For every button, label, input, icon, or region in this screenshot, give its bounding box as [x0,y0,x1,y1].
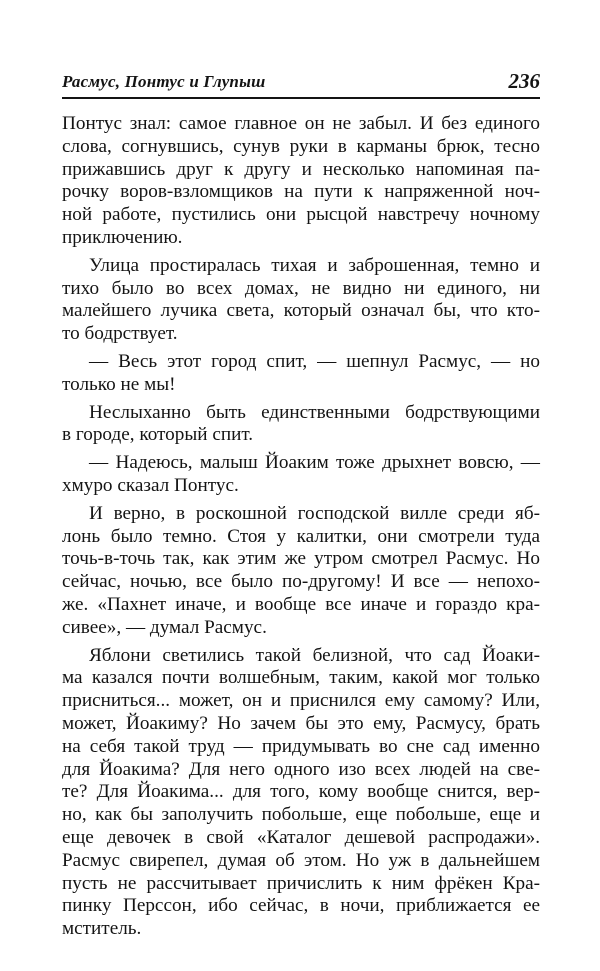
text-line: прижавшись друг к другу и несколько напоминая па- [62,158,540,180]
text-line: только не мы! [62,373,176,395]
text-line: рочку воров-взломщиков на пути к напряженной ноч- [62,181,540,203]
paragraph [62,645,540,941]
text-line: Улица простиралась тихая и заброшенная, темно и [89,254,540,276]
text-line: может, Йоакиму? Но зачем бы это ему, Расмусу, брать [62,712,540,734]
text-line: — Весь этот город спит, — шепнул Расмус, — но [89,350,540,372]
text-line: слова, согнувшись, сунув руки в карманы брюк, тесно [62,135,540,157]
page-number: 236 [508,69,540,93]
paragraph [62,503,540,640]
text-line: точь-в-точь так, как этим же утром смотрел Расмус. Но [62,548,540,570]
paragraph [62,402,540,448]
paragraph [62,255,540,346]
text-line: ма казался почти волшебным, таким, какой мог только [62,667,540,689]
text-line: на себя такой труд — придумывать во сне сад именно [62,735,540,757]
text-line: пусть не рассчитывает причислить к ним фрёкен Кра- [62,872,540,894]
text-line: то бодрствует. [62,323,178,345]
text-line: пинку Перссон, ибо сейчас, в ночи, приближается ее [62,895,540,917]
paragraph [62,452,540,498]
text-line: мститель. [62,918,142,940]
text-line: приключению. [62,226,183,248]
text-line: для Йоакима? Для него одного изо всех людей на све- [62,758,540,780]
text-line: ной работе, пустились они рысцой навстречу ночному [62,204,540,226]
body-text [62,113,540,941]
text-line: те? Для Йоакима... для того, кому вообще снится, вер- [62,781,540,803]
text-line: присниться... может, он и приснился ему самому? Или, [62,690,540,712]
running-header-title: Расмус, Понтус и Глупыш [62,72,266,91]
text-line: хмуро сказал Понтус. [62,474,239,496]
text-line: Расмус свирепел, думая об этом. Но уж в дальнейшем [62,849,540,871]
text-line: еще девочек в свой «Каталог дешевой распродажи». [62,826,540,848]
text-line: в городе, который спит. [62,424,254,446]
text-line: Неслыханно быть единственными бодрствующими [89,401,540,423]
text-line: сивее», — думал Расмус. [62,616,267,638]
text-line: сейчас, ночью, все было по-другому! И все — непохо- [62,571,540,593]
text-line: — Надеюсь, малыш Йоаким тоже дрыхнет вовсю, — [89,452,540,474]
text-line: малейшего лучика света, который означал бы, что кто- [62,300,540,322]
text-line: Яблони светились такой белизной, что сад Йоаки- [89,644,540,666]
text-line: лонь было темно. Стоя у калитки, они смотрели туда [62,525,540,547]
text-line: И верно, в роскошной господской вилле среди яб- [89,502,540,524]
paragraph [62,113,540,250]
paragraph [62,351,540,397]
running-header [62,66,540,96]
text-line: тихо было во всех домах, не видно ни единого, ни [62,277,540,299]
text-line: но, как бы заполучить побольше, еще побольше, еще и [62,804,540,826]
text-line: Понтус знал: самое главное он не забыл. И без единого [62,113,540,134]
text-line: же. «Пахнет иначе, и вообще все иначе и гораздо кра- [62,593,540,615]
header-divider [62,97,540,99]
